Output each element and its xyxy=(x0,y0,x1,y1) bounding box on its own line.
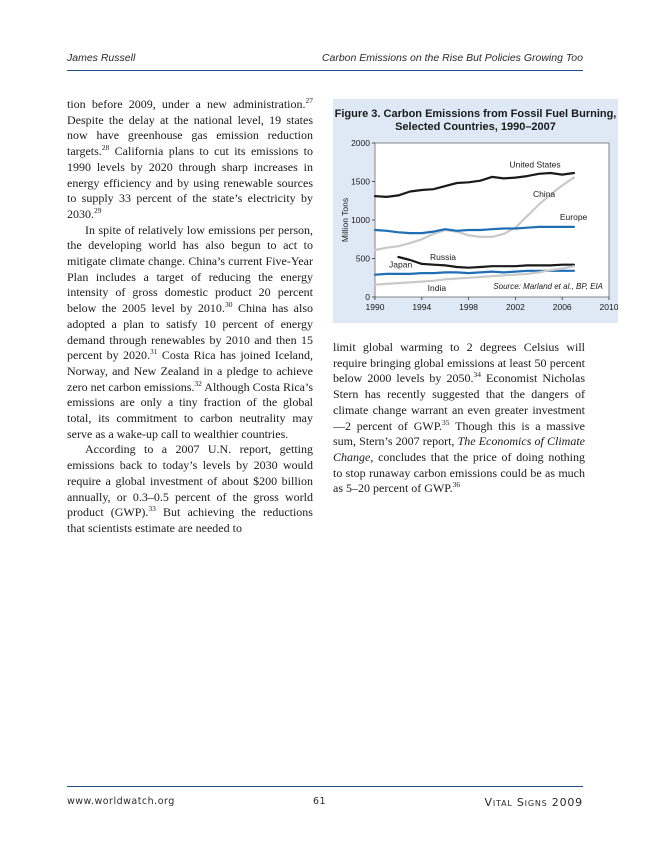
series-label-russia: Russia xyxy=(429,252,456,263)
right-paragraph-1: limit global warming to 2 degrees Celsius will require bringing global emissions at least 50 percent below 2000 levels by 2050.34 Economist Nicholas Stern has recently suggested that the dangers of climate change warrant an even greater investment—2 percent of GWP.$^{35}$ Though this is a massive sum, Stern’s 2007 report, The Economics of Climate Change, concludes that the price of doing nothing to stop runaway carbon emissions could be as much as 5–20 percent of GWP.$^{36}$ xyxy=(333,340,585,496)
x-tick-label: 2002 xyxy=(505,302,525,312)
series-label-china: China xyxy=(532,188,556,199)
footer-website: www.worldwatch.org xyxy=(67,796,175,807)
figure-title-line-2: Selected Countries, 1990–2007 xyxy=(395,121,556,133)
x-tick-label: 2006 xyxy=(552,302,572,312)
x-tick-label: 1998 xyxy=(459,302,479,312)
series-label-europe: Europe xyxy=(559,212,588,222)
y-tick-label: 1000 xyxy=(351,215,370,225)
running-header-author: James Russell xyxy=(67,52,136,64)
y-tick-label: 0 xyxy=(365,292,370,302)
left-paragraph-3: According to a 2007 U.N. report, getting emissions back to today’s levels by 2030 would require a global investment of about $200 billion annually, or 0.3–0.5 percent of the gross world product (GWP).$^{33}$ But achieving the reductions that scientists estimate are needed to xyxy=(67,442,313,535)
x-tick-label: 2010 xyxy=(599,302,618,312)
body-column-right xyxy=(333,340,585,497)
series-label-india: India xyxy=(427,282,447,293)
footer-rule xyxy=(67,786,583,787)
page-number: 61 xyxy=(313,796,327,807)
y-tick-label: 2000 xyxy=(351,138,370,148)
y-tick-label: 500 xyxy=(355,253,370,264)
figure-title-line-1: Figure 3. Carbon Emissions from Fossil Fuel Burning, xyxy=(334,108,617,120)
running-header-title: Carbon Emissions on the Rise But Policies Growing Too xyxy=(321,52,583,64)
figure-source: Source: Marland et al., BP, EIA xyxy=(493,282,603,291)
body-column-left xyxy=(67,97,313,537)
y-tick-label: 1500 xyxy=(351,176,370,187)
x-tick-label: 1994 xyxy=(412,302,432,312)
emissions-line-chart xyxy=(333,99,618,323)
series-label-united-states: United States xyxy=(509,159,561,170)
left-paragraph-1: tion before 2009, under a new administration.$^{27}$ Despite the delay at the national level, 19 states now have greenhouse gas emission reduction targets.$^{28}$ California plans to cut its emissions to 1990 levels by 2020 through sharp increases in energy efficiency and by using renewable sources to supply 33 percent of the state’s electricity by 2030.29 xyxy=(67,96,313,221)
figure-3 xyxy=(333,99,618,323)
header-rule xyxy=(67,70,583,71)
y-axis-label: Million Tons xyxy=(340,197,350,243)
series-label-japan: Japan xyxy=(389,259,413,270)
x-tick-label: 1990 xyxy=(365,302,385,312)
left-paragraph-2: In spite of relatively low emissions per person, the developing world has also begun to act to mitigate climate change. China’s current Five-Year Plan includes a target of reducing the energy intensity of gross domestic product 20 percent below the 2005 level by 2010.30 China has also adopted a plan to satisfy 10 percent of energy demand through renewables by 2010 and then 15 percent by 2020.31 Costa Rica has joined Iceland, Norway, and New Zealand in a pledge to achieve zero net carbon emissions.$^{32}$ Although Costa Rica’s emissions are only a tiny fraction of the global total, its commitment to carbon neutrality may serve as a wake-up call to wealthier countries. xyxy=(67,222,314,441)
footer-publication: Vital Signs 2009 xyxy=(484,796,583,809)
